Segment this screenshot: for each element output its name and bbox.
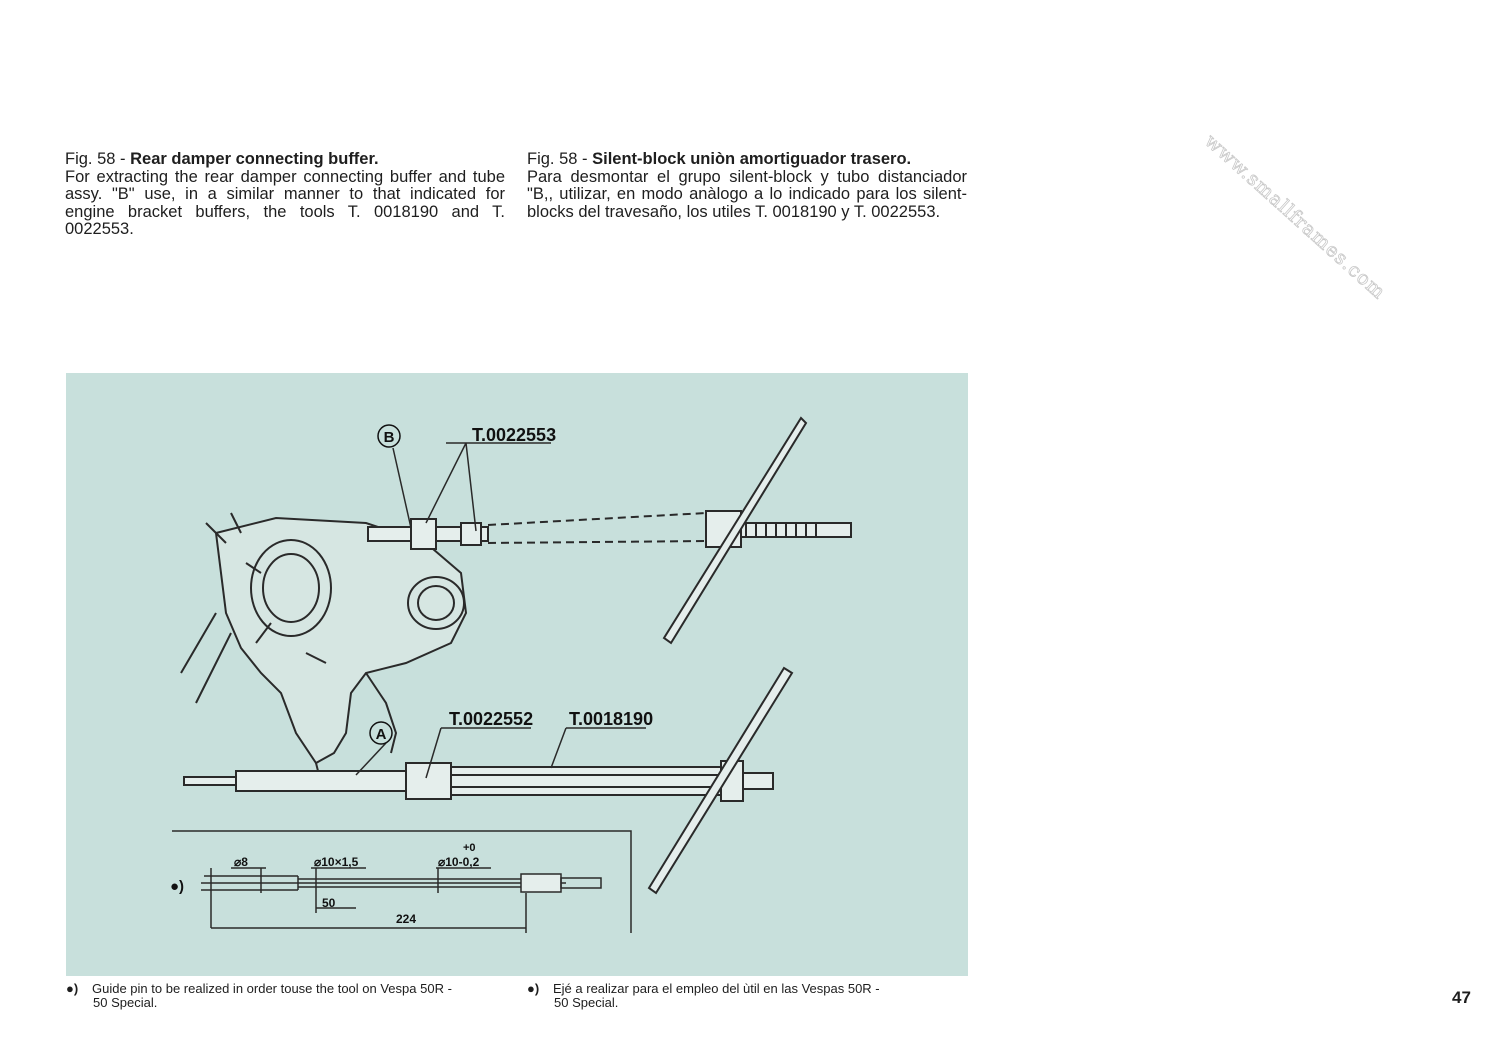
callout-a-label: A [375,726,387,743]
caption-spanish-text [527,151,967,221]
watermark: www.smallframes.com [1200,130,1390,304]
dim-224: 224 [396,912,417,926]
dim-50: 50 [322,896,336,910]
fig-title-es: Silent-block uniòn amortiguador trasero. [592,150,912,168]
dim-tolerance-top: +0 [463,842,476,854]
callout-b-label: B [383,429,395,446]
caption-body-es: Para desmontar el grupo silent-block y tubo distanciador "B,, utilizar, en modo anàlogo a lo indicado para los silent-blocks del travesaño, los utiles T. 0018190 y T. 0022553. [527,167,967,221]
footnote-english-line2: 50 Special. [93,995,158,1010]
dim-d8: ⌀8 [234,855,248,869]
fig-prefix-es: Fig. 58 - [527,150,593,168]
footnote-en-line1-text: Guide pin to be realized in order touse the tool on Vespa 50R - [92,981,452,996]
caption-english-text [65,151,505,239]
footnote-bullet-en: ●) [66,981,79,996]
engine-casing-drawing [181,513,466,783]
fig-prefix-en: Fig. 58 - [65,150,131,168]
footnote-spanish [527,982,972,1010]
figure-bullet: ●) [170,878,185,895]
tool-label-1: T.0022553 [472,425,557,445]
dim-tolerance: ⌀10-0,2 [438,855,480,869]
page-number: 47 [1452,988,1471,1007]
lower-tool-assembly [184,668,792,893]
caption-body-en: For extracting the rear damper connecting buffer and tube assy. "B" use, in a similar manner to that indicated for engine bracket buffers, the tools T. 0018190 and T. 0022553. [65,167,505,238]
dim-thread: ⌀10×1,5 [314,855,359,869]
tool-label-2: T.0022552 [449,709,534,729]
footnote-spanish-line2: 50 Special. [554,995,619,1010]
tool-label-3: T.0018190 [569,709,654,729]
footnote-es-line1-text: Ejé a realizar para el empleo del ùtil en las Vespas 50R - [553,981,880,996]
footnote-spanish-line1 [527,982,972,996]
caption-english [65,151,505,239]
caption-spanish [527,151,967,221]
technical-drawing [66,373,968,976]
footnote-english [66,982,511,1010]
footnote-bullet-es: ●) [527,981,540,996]
fig-title-en: Rear damper connecting buffer. [130,150,379,168]
footnote-english-line1 [66,982,511,996]
technical-figure [66,373,968,976]
